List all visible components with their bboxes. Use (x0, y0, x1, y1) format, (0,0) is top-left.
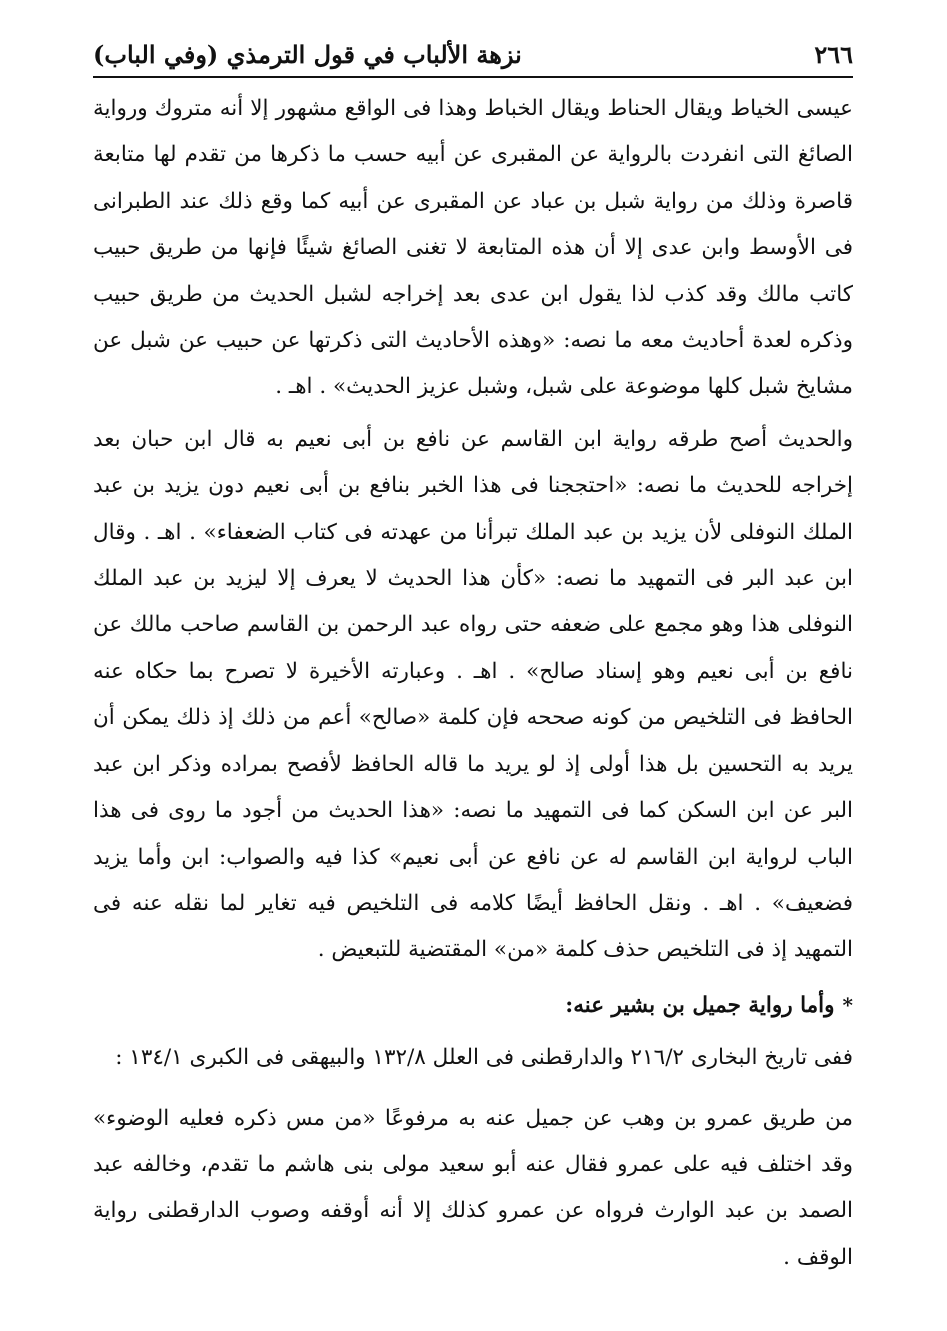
paragraph-2: والحديث أصح طرقه رواية ابن القاسم عن نافع بن أبى نعيم به قال ابن حبان بعد إخراجه للحديث ما نصه: «احتججنا فى هذا الخبر بنافع بن أبى نعيم دون يزيد بن عبد الملك النوفلى لأن يزيد بن عبد الملك تبرأنا من عهدته فى كتاب الضعفاء» . اهـ . وقال ابن عبد البر فى التمهيد ما نصه: «كأن هذا الحديث لا يعرف إلا ليزيد بن عبد الملك النوفلى هذا وهو مجمع على ضعفه حتى رواه عبد الرحمن بن القاسم صاحب مالك عن نافع بن أبى نعيم وهو إسناد صالح» . اهـ . وعبارته الأخيرة لا تصرح بما حكاه عنه الحافظ فى التلخيص من كونه صححه فإن كلمة «صالح» أعم من ذلك إذ ذلك يمكن أن يريد به التحسين بل هذا أولى إذ لو يريد ما قاله الحافظ لأفصح بمراده وذكر ابن عبد البر عن ابن السكن كما فى التمهيد ما نصه: «هذا الحديث من أجود ما روى فى هذا الباب لرواية ابن القاسم له عن نافع عن أبى نعيم» كذا فيه والصواب: ابن وأما يزيد فضعيف» . اهـ . ونقل الحافظ أيضًا كلامه فى التلخيص فيه تغاير لما نقله عنه فى التمهيد إذ فى التلخيص حذف كلمة «من» المقتضية للتبعيض . (93, 426, 853, 963)
page-header (93, 30, 853, 72)
header-rule (93, 76, 853, 78)
paragraph-1: عيسى الخياط ويقال الحناط ويقال الخباط وهذا فى الواقع مشهور إلا أنه متروك ورواية الصائغ التى انفردت بالرواية عن المقبرى عن أبيه حسب ما ذكرها من تقدم لها متابعة قاصرة وذلك من رواية شبل بن عباد عن المقبرى عن أبيه كما وقع ذلك عند الطبرانى فى الأوسط وابن عدى إلا أن هذه المتابعة لا تغنى الصائغ شيئًا فإنها من طريق حبيب كاتب مالك وقد كذب لذا يقول ابن عدى بعد إخراجه لشبل الحديث من طريق حبيب وذكره لعدة أحاديث معه ما نصه: «وهذه الأحاديث التى ذكرتها عن حبيب عن شبل عن مشايخ شبل كلها موضوعة على شبل، وشبل عزيز الحديث» . اهـ . (93, 96, 853, 400)
running-title: نزهة الألباب في قول الترمذي (وفي الباب) (93, 40, 522, 69)
page-body (93, 86, 853, 1281)
section-heading (93, 982, 853, 1029)
asterisk-bullet-icon: * (842, 992, 853, 1017)
paragraph-3: ففى تاريخ البخارى ٢١٦/٢ والدارقطنى فى العلل ١٣٢/٨ والبيهقى فى الكبرى ١٣٤/١ : (115, 1045, 853, 1071)
paragraph-4: من طريق عمرو بن وهب عن جميل عنه به مرفوعًا «من مس ذكره فعليه الوضوء» وقد اختلف فيه على عمرو فقال عنه أبو سعيد مولى بنى هاشم ما تقدم، وخالفه عبد الصمد بن عبد الوارث فرواه عن عمرو كذلك إلا أنه أوقفه وصوب الدارقطنى رواية الوقف . (93, 1105, 853, 1270)
page-number: ٢٦٦ (814, 40, 853, 69)
section-heading-text: وأما رواية جميل بن بشير عنه: (565, 992, 835, 1018)
